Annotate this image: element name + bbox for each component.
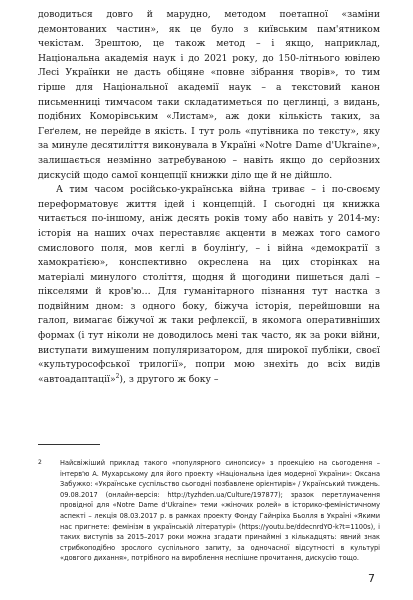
footnote-reference: 2 <box>115 372 120 380</box>
paragraph-1: доводиться довго й марудно, методом поетапної «заміни демонтованих частин», як це було з київським пам'ятником чекістам. Зрештою, це також метод – і якщо, наприклад, Національна академія наук і до 2021 року, до 150-літнього ювілею Лесі Українки не дасть обіцяне «повне зібрання творів», то тим гірше для Національної академії наук – а текстовий канон письменниці тимчасом таки складатиметься по цеглинці, з видань, подібних Коморівським «Листам», аж доки кількість таких, за Геґелем, не перейде в якість. І тут роль «путівника по тексту», яку за минуле десятиліття виконувала в Україні «Notre Dame d'Ukraine», залишається незмінно затребуваною – навіть якщо до серйозних дискусій щодо самої концепції книжки діло ще й не дійшло. <box>38 9 380 181</box>
footnote-number: 2 <box>38 459 42 466</box>
footnote-text: Найсвіжіший приклад такого «популярного синопсису» з проекцією на сьогодення – інтерв'ю А. Мухарському для його проекту «Національна ідея модерної України»: Оксана Забужко: «Українське суспільство сьогодні позбавлене орієнтирів» / Український тиждень. 09.08.2017 (онлайн-версія: http://tyzhden.ua/Culture/197877); зразок перетлумачення провідної для «Notre Dame d'Ukraine» теми «жіночих ролей» в історико-феміністичному аспекті – лекція 08.03.2017 р. в рамках проекту Фонду Гайнріха Бьолля в Україні «Якими нас пригнете: фемінізм в українській літературі» (https://youtu.be/ddecnrdYO-k?t=1100s), і таких виступів за 2015–2017 роки можна згадати принаймні з кількадцять: явний знак стрибкоподібно зрослого суспільного запиту, за одночасної відсутності в культурі «довгого дихання», потрібного на вироблення неспішне прочитання, дискусію тощо. <box>60 459 380 563</box>
page-number: 7 <box>368 572 375 585</box>
paragraph-2 <box>38 183 380 387</box>
main-text <box>38 8 380 387</box>
footnote <box>38 458 380 564</box>
paragraph-2-text: А тим часом російсько-українська війна триває – і по-своєму переформатовує життя ідей і концепцій. І сьогодні ця книжка читається по-іншому, аніж десять років тому або навіть у 2014-му: історія на наших очах переставляє акценти в межах того самого смислового поля, мов кеглі в боулінґу, – і війна «демократії з хамократією», конспективно окреслена на цих сторінках на матеріалі минулого століття, щодня й щогодини пишеться далі – пікселями й кров'ю… Для гуманітарного пізнання тут настка з подвійним дном: з одного боку, біжуча історія, перейшовши на галоп, вимагає біжучої ж таки рефлексії, в якомога оперативніших формах (і тут ніколи не доводилось мені так часто, як за роки війни, виступати вимушеним популяризатором, для широкої публіки, своєї «культурософської трилогії», попри мою знехіть до всіх видів «автоадаптації» <box>38 184 380 385</box>
footnote-divider <box>38 444 100 445</box>
paragraph-2-tail: ), з другого ж боку – <box>119 373 219 385</box>
